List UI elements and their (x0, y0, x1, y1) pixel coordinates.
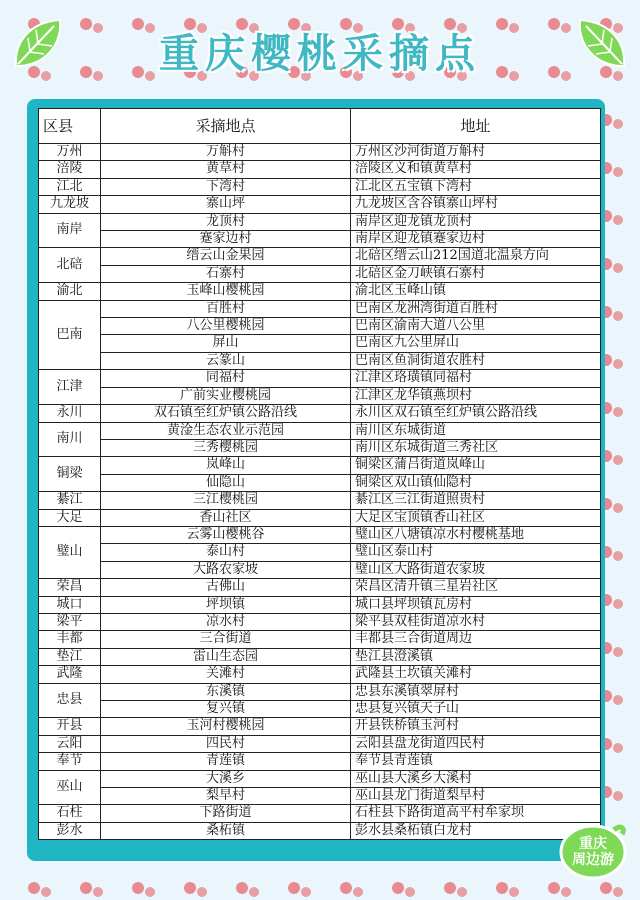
cherry-dot (613, 551, 623, 561)
spot-cell: 石寨村 (101, 265, 351, 282)
header-address: 地址 (351, 109, 601, 144)
cherry-dot (509, 887, 519, 897)
district-cell: 彭水 (39, 822, 101, 839)
table-row (39, 370, 601, 387)
spot-cell: 岚峰山 (101, 457, 351, 474)
spot-cell: 香山社区 (101, 509, 351, 526)
district-cell: 南岸 (39, 213, 101, 248)
address-cell: 石柱县下路街道高平村牟家坝 (351, 805, 601, 822)
district-cell: 北碚 (39, 248, 101, 283)
cherry-dot (613, 455, 623, 465)
spot-cell: 下路街道 (101, 805, 351, 822)
spot-cell: 青莲镇 (101, 753, 351, 770)
address-cell: 璧山区大路街道农家坡 (351, 561, 601, 578)
table-row (39, 335, 601, 352)
table-row (39, 492, 601, 509)
spot-cell: 凉水村 (101, 613, 351, 630)
spot-cell: 寨山坪 (101, 196, 351, 213)
cherry-dot (197, 887, 207, 897)
cherry-dot (613, 167, 623, 177)
address-cell: 开县铁桥镇玉河村 (351, 718, 601, 735)
cherry-dot (561, 887, 571, 897)
address-cell: 璧山区八塘镇凉水村樱桃基地 (351, 526, 601, 543)
cherry-dot (301, 887, 311, 897)
table-body (39, 144, 601, 840)
district-cell: 荣昌 (39, 579, 101, 596)
table-row (39, 561, 601, 578)
spot-cell: 屏山 (101, 335, 351, 352)
district-cell: 城口 (39, 596, 101, 613)
spot-cell: 缙云山金果园 (101, 248, 351, 265)
spot-cell: 广前实业樱桃园 (101, 387, 351, 404)
spot-cell: 大溪乡 (101, 770, 351, 787)
spot-cell: 云雾山樱桃谷 (101, 526, 351, 543)
district-cell: 垫江 (39, 648, 101, 665)
address-cell: 奉节县青莲镇 (351, 753, 601, 770)
address-cell: 巴南区九公里屏山 (351, 335, 601, 352)
table-row (39, 422, 601, 439)
address-cell: 梁平县双桂街道凉水村 (351, 613, 601, 630)
table-row (39, 474, 601, 491)
cherry-dot (613, 503, 623, 513)
address-cell: 忠县东溪镇翠屏村 (351, 683, 601, 700)
spot-cell: 桑柘镇 (101, 822, 351, 839)
spot-cell: 百胜村 (101, 300, 351, 317)
table-row (39, 666, 601, 683)
cherry-dot (405, 887, 415, 897)
district-cell: 石柱 (39, 805, 101, 822)
address-cell: 荣昌区清升镇三星岩社区 (351, 579, 601, 596)
cherry-dot (613, 599, 623, 609)
spot-cell: 黄草村 (101, 161, 351, 178)
table-row (39, 648, 601, 665)
address-cell: 九龙坡区含谷镇寨山坪村 (351, 196, 601, 213)
district-cell: 綦江 (39, 492, 101, 509)
spot-cell: 玉河村樱桃园 (101, 718, 351, 735)
spot-cell: 三江樱桃园 (101, 492, 351, 509)
address-cell: 江津区珞璜镇同福村 (351, 370, 601, 387)
spot-cell: 坪坝镇 (101, 596, 351, 613)
table-row (39, 753, 601, 770)
address-cell: 巴南区渝南大道八公里 (351, 318, 601, 335)
table-row (39, 283, 601, 300)
address-cell: 巴南区鱼洞街道农胜村 (351, 352, 601, 369)
header-district: 区县 (39, 109, 101, 144)
district-cell: 永川 (39, 405, 101, 422)
district-cell: 铜梁 (39, 457, 101, 492)
spot-cell: 蹇家边村 (101, 231, 351, 248)
address-cell: 丰都县三合街道周边 (351, 631, 601, 648)
cherry-dot (613, 263, 623, 273)
address-cell: 綦江区三江街道照贵村 (351, 492, 601, 509)
address-cell: 武隆县土坎镇关滩村 (351, 666, 601, 683)
table-row (39, 439, 601, 456)
table-row (39, 822, 601, 839)
address-cell: 万州区沙河街道万斛村 (351, 144, 601, 161)
spot-cell: 三合街道 (101, 631, 351, 648)
cherry-dot (288, 882, 300, 894)
spot-cell: 玉峰山樱桃园 (101, 283, 351, 300)
address-cell: 江津区龙华镇燕坝村 (351, 387, 601, 404)
address-cell: 大足区宝顶镇香山社区 (351, 509, 601, 526)
spot-cell: 龙顶村 (101, 213, 351, 230)
address-cell: 南川区东城街道三秀社区 (351, 439, 601, 456)
table-header-row (39, 109, 601, 144)
cherry-dot (496, 882, 508, 894)
spot-cell: 仙隐山 (101, 474, 351, 491)
spot-cell: 关滩村 (101, 666, 351, 683)
spot-cell: 复兴镇 (101, 701, 351, 718)
cherry-dot (613, 647, 623, 657)
table-row (39, 718, 601, 735)
cherry-dot (41, 887, 51, 897)
table-row (39, 265, 601, 282)
spot-cell: 双石镇至红炉镇公路沿线 (101, 405, 351, 422)
spot-cell: 雷山生态园 (101, 648, 351, 665)
address-cell: 渝北区玉峰山镇 (351, 283, 601, 300)
cherry-dot (444, 882, 456, 894)
table-row (39, 596, 601, 613)
address-cell: 彭水县桑柘镇白龙村 (351, 822, 601, 839)
header-spot: 采摘地点 (101, 109, 351, 144)
district-cell: 九龙坡 (39, 196, 101, 213)
table-row (39, 735, 601, 752)
address-cell: 铜梁区蒲吕街道岚峰山 (351, 457, 601, 474)
cherry-dot (613, 311, 623, 321)
district-cell: 巫山 (39, 770, 101, 805)
cherry-dot (145, 887, 155, 897)
spot-cell: 八公里樱桃园 (101, 318, 351, 335)
district-cell: 渝北 (39, 283, 101, 300)
table-row (39, 544, 601, 561)
address-cell: 巫山县大溪乡大溪村 (351, 770, 601, 787)
cherry-dot (613, 695, 623, 705)
address-cell: 云阳县盘龙街道四民村 (351, 735, 601, 752)
table-row (39, 318, 601, 335)
badge-line2: 周边游 (572, 852, 614, 868)
table-row (39, 196, 601, 213)
district-cell: 巴南 (39, 300, 101, 370)
address-cell: 忠县复兴镇天子山 (351, 701, 601, 718)
table-row (39, 683, 601, 700)
district-cell: 开县 (39, 718, 101, 735)
spot-cell: 古佛山 (101, 579, 351, 596)
table-row (39, 613, 601, 630)
cherry-dot (613, 359, 623, 369)
district-cell: 梁平 (39, 613, 101, 630)
cherry-dot (236, 882, 248, 894)
spot-cell: 大路农家坡 (101, 561, 351, 578)
spot-cell: 四民村 (101, 735, 351, 752)
address-cell: 江北区五宝镇下湾村 (351, 178, 601, 195)
table-row (39, 161, 601, 178)
table-row (39, 701, 601, 718)
cherry-dot (613, 215, 623, 225)
cherry-dot (613, 887, 623, 897)
cherry-dot (457, 887, 467, 897)
page-title: 重庆樱桃采摘点 (159, 31, 481, 77)
cherry-picking-table (38, 108, 601, 840)
table-row (39, 248, 601, 265)
cherry-dot (184, 882, 196, 894)
brand-badge (558, 822, 628, 884)
spot-cell: 万斛村 (101, 144, 351, 161)
address-cell: 铜梁区双山镇仙隐村 (351, 474, 601, 491)
table-row (39, 579, 601, 596)
spot-cell: 梨早村 (101, 788, 351, 805)
table-row (39, 405, 601, 422)
address-cell: 城口县坪坝镇瓦房村 (351, 596, 601, 613)
district-cell: 江北 (39, 178, 101, 195)
district-cell: 璧山 (39, 526, 101, 578)
table-row (39, 526, 601, 543)
spot-cell: 东溪镇 (101, 683, 351, 700)
table-row (39, 231, 601, 248)
district-cell: 江津 (39, 370, 101, 405)
cherry-dot (93, 887, 103, 897)
cherry-dot (613, 119, 623, 129)
district-cell: 大足 (39, 509, 101, 526)
table-row (39, 178, 601, 195)
address-cell: 涪陵区义和镇黄草村 (351, 161, 601, 178)
table-row (39, 144, 601, 161)
table-row (39, 387, 601, 404)
table-row (39, 213, 601, 230)
table-row (39, 352, 601, 369)
district-cell: 南川 (39, 422, 101, 457)
cherry-dot (80, 882, 92, 894)
address-cell: 北碚区金刀峡镇石寨村 (351, 265, 601, 282)
address-cell: 璧山区泰山村 (351, 544, 601, 561)
address-cell: 南川区东城街道 (351, 422, 601, 439)
address-cell: 巫山县龙门街道梨早村 (351, 788, 601, 805)
table-row (39, 770, 601, 787)
badge-line1: 重庆 (579, 836, 607, 852)
table-row (39, 788, 601, 805)
address-cell: 垫江县澄溪镇 (351, 648, 601, 665)
spot-cell: 下湾村 (101, 178, 351, 195)
table-row (39, 805, 601, 822)
cherry-dot (613, 791, 623, 801)
cherry-dot (392, 882, 404, 894)
address-cell: 南岸区迎龙镇龙顶村 (351, 213, 601, 230)
spot-cell: 黄淦生态农业示范园 (101, 422, 351, 439)
address-cell: 永川区双石镇至红炉镇公路沿线 (351, 405, 601, 422)
cherry-dot (249, 887, 259, 897)
cherry-dot (132, 882, 144, 894)
table-row (39, 509, 601, 526)
cherry-dot (28, 882, 40, 894)
district-cell: 忠县 (39, 683, 101, 718)
district-cell: 武隆 (39, 666, 101, 683)
spot-cell: 同福村 (101, 370, 351, 387)
spot-cell: 泰山村 (101, 544, 351, 561)
table-row (39, 300, 601, 317)
spot-cell: 云篆山 (101, 352, 351, 369)
cherry-dot (340, 882, 352, 894)
district-cell: 奉节 (39, 753, 101, 770)
district-cell: 丰都 (39, 631, 101, 648)
district-cell: 涪陵 (39, 161, 101, 178)
address-cell: 巴南区龙洲湾街道百胜村 (351, 300, 601, 317)
table-row (39, 457, 601, 474)
table-row (39, 631, 601, 648)
cherry-dot (613, 743, 623, 753)
spot-cell: 三秀樱桃园 (101, 439, 351, 456)
address-cell: 南岸区迎龙镇蹇家边村 (351, 231, 601, 248)
district-cell: 万州 (39, 144, 101, 161)
cherry-dot (353, 887, 363, 897)
address-cell: 北碚区缙云山212国道北温泉方向 (351, 248, 601, 265)
cherry-dot (613, 407, 623, 417)
district-cell: 云阳 (39, 735, 101, 752)
